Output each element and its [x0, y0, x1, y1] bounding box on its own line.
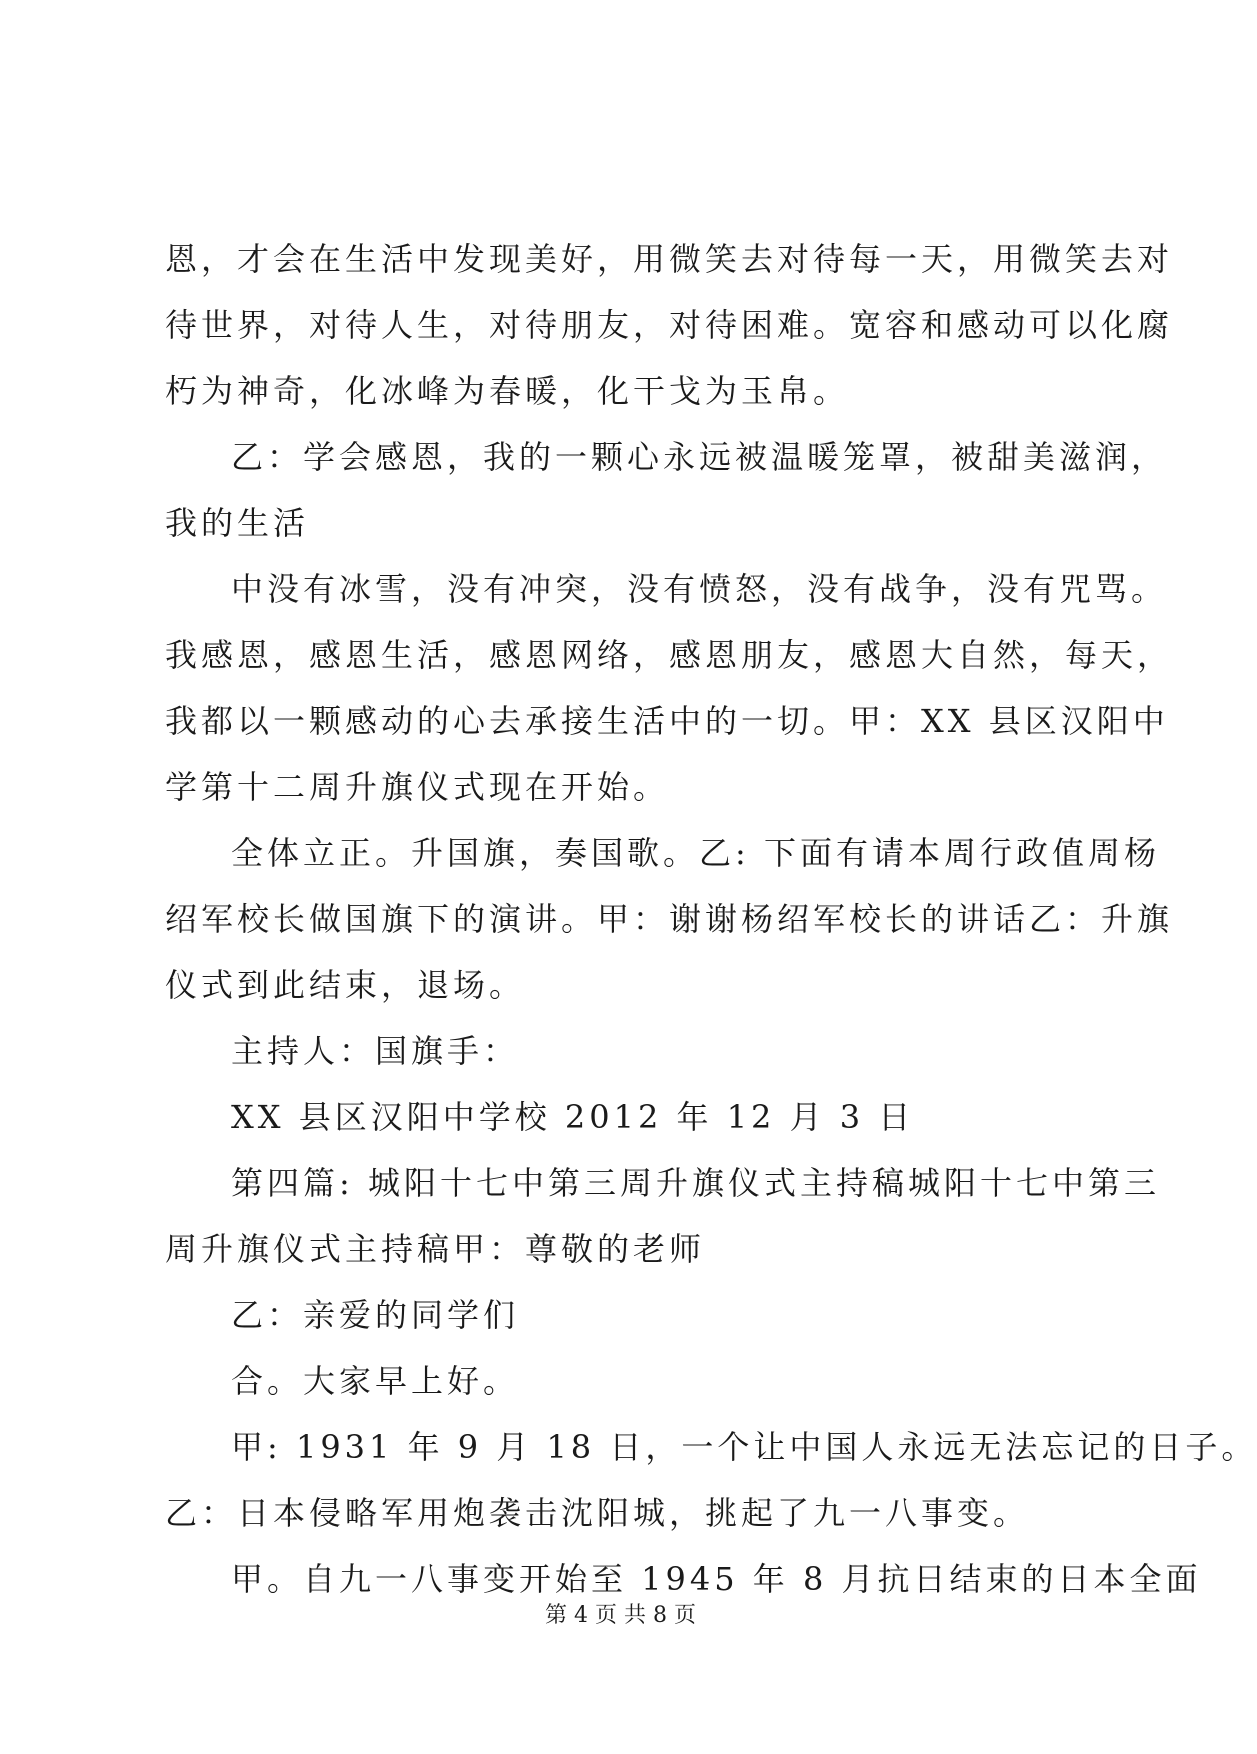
text-line: XX 县区汉阳中学校 2012 年 12 月 3 日 [231, 1098, 915, 1136]
text-line: 学第十二周升旗仪式现在开始。 [165, 768, 670, 806]
text-line: 全体立正。升国旗，奏国歌。乙: 下面有请本周行政值周杨 [231, 834, 1160, 872]
text-line: 恩，才会在生活中发现美好，用微笑去对待每一天，用微笑去对 [165, 240, 1174, 278]
text-line: 乙：学会感恩，我的一颗心永远被温暖笼罩，被甜美滋润， [231, 438, 1168, 476]
text-line: 周升旗仪式主持稿甲：尊敬的老师 [165, 1230, 706, 1268]
page-footer [0, 1601, 1241, 1631]
text-line: 乙：亲爱的同学们 [231, 1296, 520, 1334]
text-line: 我都以一颗感动的心去承接生活中的一切。甲：XX 县区汉阳中 [165, 702, 1169, 740]
text-line: 中没有冰雪，没有冲突，没有愤怒，没有战争，没有咒骂。 [231, 570, 1168, 608]
text-line: 仪式到此结束，退场。 [165, 966, 526, 1004]
text-line: 待世界，对待人生，对待朋友，对待困难。宽容和感动可以化腐 [165, 306, 1174, 344]
page-number-label: 第 4 页 共 8 页 [545, 1603, 696, 1628]
document-body [165, 226, 1257, 1612]
text-line: 我的生活 [165, 504, 310, 542]
text-line: 第四篇: 城阳十七中第三周升旗仪式主持稿城阳十七中第三 [231, 1164, 1160, 1202]
text-line: 朽为神奇，化冰峰为春暖，化干戈为玉帛。 [165, 372, 850, 410]
text-line: 我感恩，感恩生活，感恩网络，感恩朋友，感恩大自然，每天， [165, 636, 1174, 674]
text-line: 甲: 1931 年 9 月 18 日，一个让中国人永远无法忘记的日子。 [231, 1428, 1257, 1466]
text-line: 乙：日本侵略军用炮袭击沈阳城，挑起了九一八事变。 [165, 1494, 1030, 1532]
text-line: 甲。自九一八事变开始至 1945 年 8 月抗日结束的日本全面 [231, 1560, 1202, 1598]
text-line: 主持人：国旗手： [231, 1032, 520, 1070]
text-line: 绍军校长做国旗下的演讲。甲：谢谢杨绍军校长的讲话乙：升旗 [165, 900, 1174, 938]
text-line: 合。大家早上好。 [231, 1362, 520, 1400]
